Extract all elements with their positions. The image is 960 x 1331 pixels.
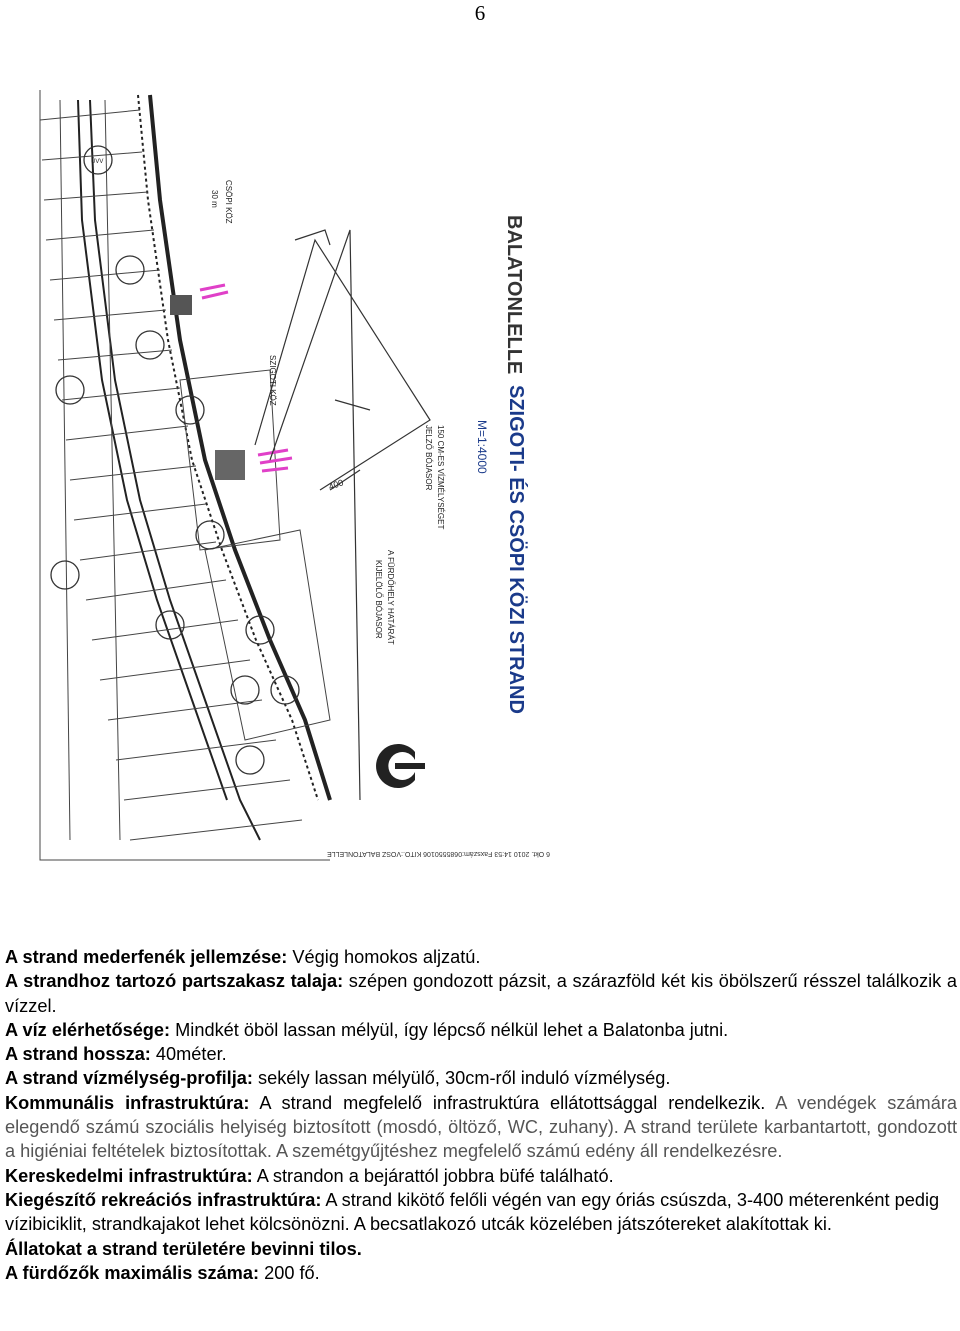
dim-label-2: 400 bbox=[327, 477, 345, 492]
plot-markers bbox=[51, 146, 299, 774]
recreation-label: Kiegészítő rekreációs infrastruktúra: bbox=[5, 1189, 322, 1210]
recreation-value: A strand kikötő felőli végén van egy óriás csúszda, 3-400 méterenként pedig vízibiciklit, strandkajakot lehet kölcsönözni. A becsatlakozó utcák közelében játszótereket alakítottak ki. bbox=[5, 1189, 940, 1235]
line-capacity bbox=[5, 1261, 957, 1285]
line-animals bbox=[5, 1237, 957, 1261]
map-labels bbox=[91, 158, 550, 857]
dim-label-1: 30 m bbox=[210, 190, 219, 208]
map-title: BALATONLELLE bbox=[503, 215, 525, 375]
map-scale: M=1:4000 bbox=[475, 420, 489, 474]
line-commercial bbox=[5, 1164, 957, 1188]
shoreline bbox=[78, 95, 330, 840]
compass-icon bbox=[376, 744, 425, 788]
depth-value: sekély lassan mélyülő, 30cm-ről induló vízmélység. bbox=[252, 1068, 671, 1089]
street-label-2: SZIGOTI KÖZ bbox=[268, 355, 277, 406]
communal-value: A strand megfelelő infrastruktúra ellátottsággal rendelkezik. bbox=[249, 1092, 766, 1113]
capacity-label: A fürdőzők maximális száma: bbox=[5, 1262, 260, 1283]
line-shore bbox=[5, 969, 957, 1018]
site-map-drawing bbox=[30, 80, 560, 870]
street-label-1: CSÖPI KÖZ bbox=[224, 180, 233, 224]
line-length bbox=[5, 1042, 957, 1066]
beach-title: SZIGOTI- ÉS CSÖPI KÖZI STRAND bbox=[505, 385, 527, 714]
plot-grid bbox=[40, 90, 330, 860]
note-1b: JELZŐ BÓJASOR bbox=[424, 425, 433, 491]
line-depth bbox=[5, 1066, 957, 1090]
page-number: 6 bbox=[474, 1, 486, 25]
site-map bbox=[30, 80, 560, 870]
commercial-label: Kereskedelmi infrastruktúra: bbox=[5, 1165, 253, 1186]
line-access bbox=[5, 1018, 957, 1042]
bed-label: A strand mederfenék jellemzése: bbox=[5, 947, 288, 967]
line-bed bbox=[5, 945, 957, 969]
depth-label: A strand vízmélység-profilja: bbox=[5, 1068, 253, 1089]
fax-line: 6 Okt. 2010 14:53 Faxszám:0685550106 KITO.:VOSZ BALATONLELLE bbox=[327, 850, 550, 857]
commercial-value: A strandon a bejárattól jobbra büfé található. bbox=[252, 1165, 614, 1186]
access-value: Mindkét öböl lassan mélyül, így lépcső nélkül lehet a Balatonba jutni. bbox=[170, 1019, 729, 1040]
shore-label: A strandhoz tartozó partszakasz talaja: bbox=[5, 971, 344, 992]
buoy-markings bbox=[200, 285, 292, 471]
capacity-value: 200 fő. bbox=[259, 1262, 320, 1283]
plot-label: ÜVV bbox=[91, 159, 104, 165]
line-recreation bbox=[5, 1188, 957, 1237]
communal-extra: A vendégek számára elegendő számú szociális helyiség biztosított (mosdó, öltöző, WC, zuhany). A strand területe karbantartott, gondozott a higiéniai feltételek biztosítottak. A szemétgyűjtéshez megfelelő számú edény áll rendelkezésre. bbox=[5, 1092, 957, 1162]
length-label: A strand hossza: bbox=[5, 1044, 151, 1065]
length-value: 40méter. bbox=[150, 1044, 227, 1065]
access-label: A víz elérhetősége: bbox=[5, 1019, 171, 1040]
shore-value: szépen gondozott pázsit, a szárazföld két kis öbölszerű résszel találkozik a vízzel. bbox=[5, 971, 957, 1016]
note-2: A FÜRDŐHELY HATÁRÁT bbox=[386, 550, 395, 645]
communal-label: Kommunális infrastruktúra: bbox=[5, 1092, 250, 1113]
note-2b: KIJELÖLŐ BÓJASOR bbox=[374, 560, 383, 639]
line-communal bbox=[5, 1091, 957, 1164]
beach-description bbox=[5, 945, 957, 1285]
note-1: 150 CM-ES VÍZMÉLYSÉGET bbox=[436, 425, 445, 530]
animals-label: Állatokat a strand területére bevinni tilos. bbox=[5, 1238, 362, 1259]
buoy-lines bbox=[255, 230, 430, 800]
bed-value: Végig homokos aljzatú. bbox=[287, 947, 481, 967]
